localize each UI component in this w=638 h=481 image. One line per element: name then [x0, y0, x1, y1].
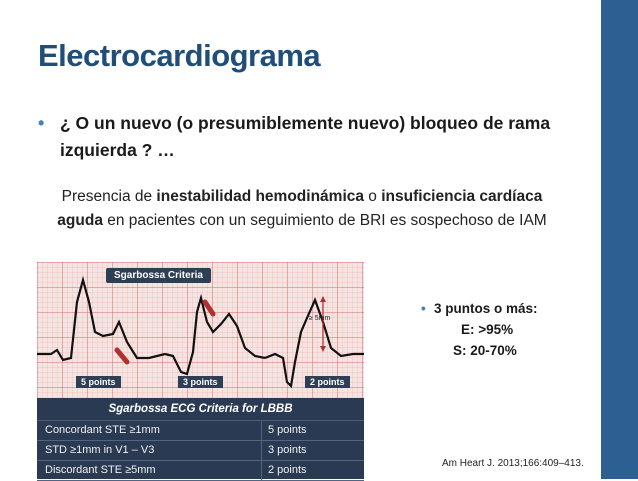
- para-text-2: o: [364, 188, 382, 205]
- table-cell-criterion: Concordant STE ≥1mm: [37, 421, 262, 440]
- table-cell-criterion: Discordant STE ≥5mm: [37, 461, 262, 480]
- para-bold-1: inestabilidad hemodinámica: [156, 188, 364, 205]
- side-bullet-line-3: S: 20-70%: [453, 343, 517, 358]
- table-row: [37, 421, 364, 441]
- table-cell-points: 3 points: [268, 444, 307, 456]
- slide-title: Electrocardiograma: [38, 38, 321, 73]
- para-text-3: en pacientes con un seguimiento de BRI es sospechoso de IAM: [102, 212, 547, 229]
- table-row: [37, 461, 364, 481]
- side-bullet-dot-icon: •: [421, 301, 426, 316]
- para-text-1: Presencia de: [61, 188, 157, 205]
- ecg-label-5-points: 5 points: [76, 376, 121, 388]
- ecg-label-2-points: 2 points: [305, 376, 350, 388]
- side-bullet-line-1: 3 puntos o más:: [434, 301, 538, 316]
- ecg-label-3-points: 3 points: [178, 376, 223, 388]
- table-title: Sgarbossa ECG Criteria for LBBB: [37, 398, 364, 421]
- mm-label: ≥ 5mm: [309, 315, 331, 322]
- side-bullet: [421, 298, 538, 361]
- bullet-dot-icon: •: [38, 113, 45, 133]
- main-bullet: [38, 110, 578, 164]
- reference-citation: Am Heart J. 2013;166:409–413.: [442, 458, 584, 469]
- table-cell-points: 2 points: [268, 464, 307, 476]
- sgarbossa-table: [37, 398, 364, 479]
- body-paragraph: [38, 185, 566, 233]
- para-bold-2: insuficiencia cardíaca aguda: [57, 188, 543, 229]
- main-bullet-text: ¿ O un nuevo (o presumiblemente nuevo) bloqueo de rama izquierda ? …: [60, 113, 551, 160]
- right-sidebar-bar: [601, 0, 638, 479]
- side-bullet-line-2: E: >95%: [461, 322, 514, 337]
- table-row: [37, 441, 364, 461]
- table-cell-criterion: STD ≥1mm in V1 – V3: [37, 441, 262, 460]
- ecg-criteria-header: Sgarbossa Criteria: [106, 268, 211, 283]
- table-cell-points: 5 points: [268, 424, 307, 436]
